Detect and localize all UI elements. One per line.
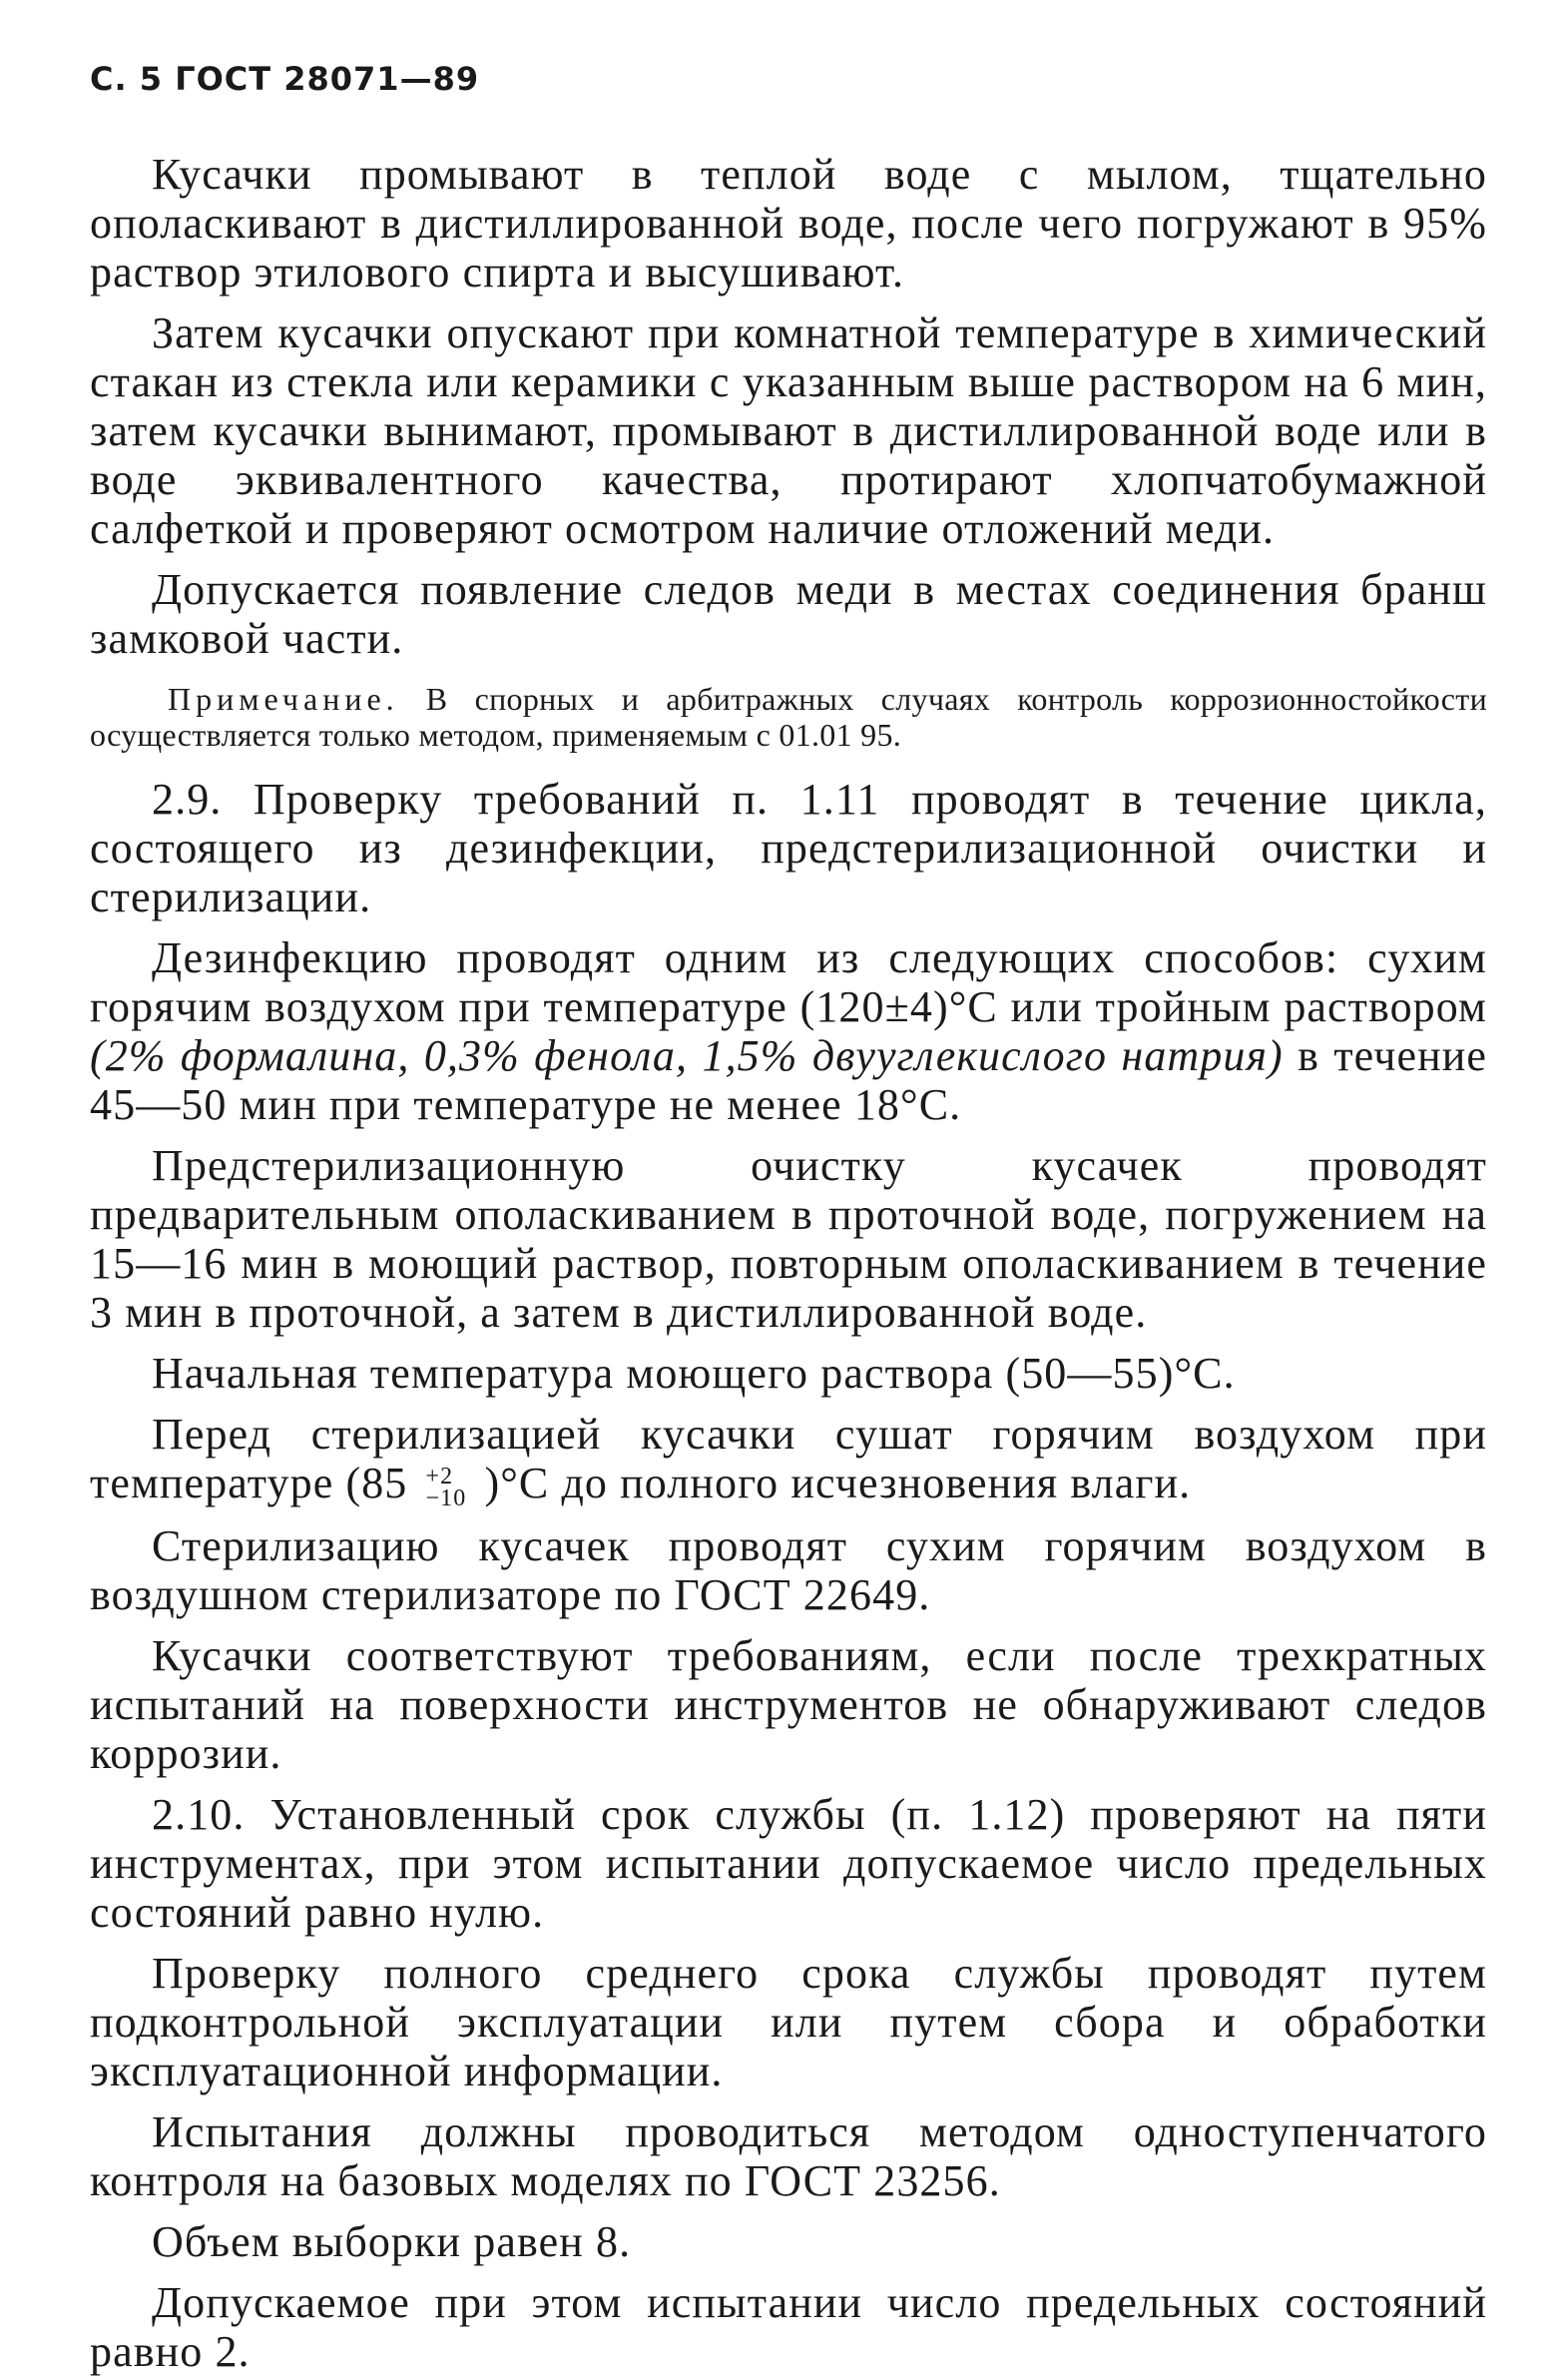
paragraph-washing: Кусачки промывают в теплой воде с мылом, тщательно ополаскивают в дистиллированной воде, после чего погружают в 95% раствор этилового спирта и высушивают. <box>90 150 1487 297</box>
paragraph-2-10: 2.10. Установленный срок службы (п. 1.12) проверяют на пяти инструментах, при этом испытании допускаемое число предельных состояний равно нулю. <box>90 1789 1487 1937</box>
paragraph-immersion: Затем кусачки опускают при комнатной температуре в химический стакан из стекла или керамики с указанным выше раствором на 6 мин, затем кусачки вынимают, промывают в дистиллированной воде или в воде эквивалентного качества, протирают хлопчатобумажной салфеткой и проверяют осмотром наличие отложений меди. <box>90 308 1487 553</box>
tolerance-lower: −10 <box>425 1485 467 1511</box>
paragraph-disinfection <box>90 933 1487 1129</box>
paragraph-sample-size: Объем выборки равен 8. <box>152 2216 632 2266</box>
paragraph-initial-temperature: Начальная температура моющего раствора (50—55)°С. <box>152 1349 1236 1398</box>
note-text: В спорных и арбитражных случаях контроль коррозионностойкости осуществляется только методом, применяемым с 01.01 95. <box>90 681 1487 753</box>
paragraph-requirements: Кусачки соответствуют требованиям, если после трехкратных испытаний на поверхности инструментов не обнаруживают следов коррозии. <box>90 1630 1487 1778</box>
disinfection-solution: (2% формалина, 0,3% фенола, 1,5% двууглекислого натрия) <box>90 1031 1284 1080</box>
paragraph-limit-states: Допускаемое при этом испытании число предельных состояний равно 2. <box>90 2277 1487 2376</box>
document-page <box>90 60 1487 2376</box>
disinfection-text-a: Дезинфекцию проводят одним из следующих способов: сухим горячим воздухом при температуре (120±4)°С или тройным раствором <box>90 933 1487 1031</box>
paragraph-2-9: 2.9. Проверку требований п. 1.11 проводят в течение цикла, состоящего из дезинфекции, предстерилизационной очистки и стерилизации. <box>90 775 1487 921</box>
drying-text-b: )°С до полного исчезновения влаги. <box>472 1459 1192 1507</box>
paragraph-service-life-check: Проверку полного среднего срока службы проводят путем подконтрольной эксплуатации или путем сбора и обработки эксплуатационной информации. <box>90 1948 1487 2095</box>
note-label: Примечание. <box>168 681 399 717</box>
temperature-tolerance <box>425 1463 467 1511</box>
paragraph-test-method: Испытания должны проводиться методом одноступенчатого контроля на базовых моделях по ГОСТ 23256. <box>90 2106 1487 2205</box>
paragraph-pre-sterilization: Предстерилизационную очистку кусачек проводят предварительным ополаскиванием в проточной воде, погружением на 15—16 мин в моющий раствор, повторным ополаскиванием в течение 3 мин в проточной, а затем в дистиллированной воде. <box>90 1141 1487 1337</box>
note <box>90 681 1487 753</box>
paragraph-copper-traces: Допускается появление следов меди в местах соединения бранш замковой части. <box>90 565 1487 663</box>
drying-text-a: Перед стерилизацией кусачки сушат горячим воздухом при температуре (85 <box>90 1410 1487 1507</box>
tolerance-upper: +2 <box>425 1463 454 1489</box>
page-header: С. 5 ГОСТ 28071—89 <box>90 60 480 98</box>
disinfection-text-c: в течение 45—50 мин при температуре не менее 18°С. <box>90 1031 1487 1129</box>
paragraph-drying <box>90 1410 1487 1509</box>
paragraph-sterilization: Стерилизацию кусачек проводят сухим горячим воздухом в воздушном стерилизаторе по ГОСТ 22649. <box>90 1520 1487 1619</box>
